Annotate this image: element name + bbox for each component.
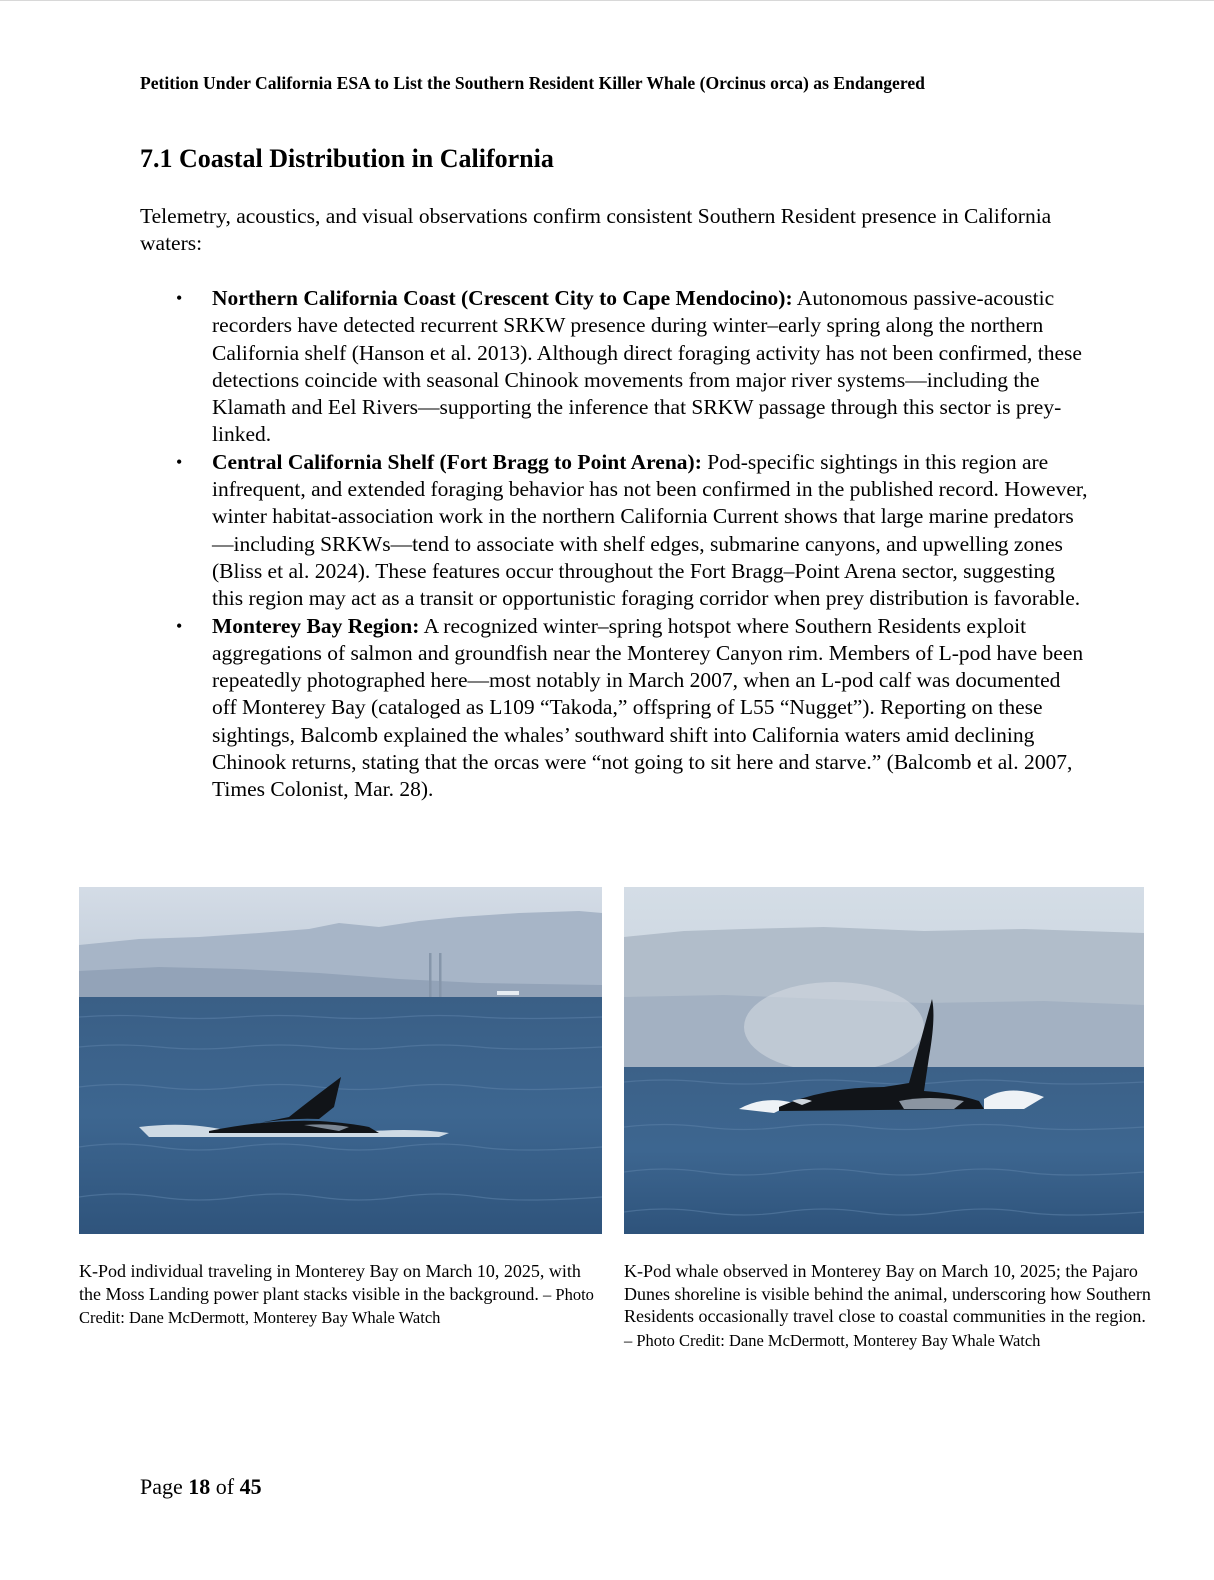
bullet-item-monterey-bay <box>140 613 1090 804</box>
caption-text: K-Pod individual traveling in Monterey Bay on March 10, 2025, with the Moss Landing power plant stacks visible in the background. <box>79 1261 581 1304</box>
whale-photo-illustration <box>624 887 1144 1234</box>
bullet-item-central-shelf <box>140 449 1090 613</box>
bullet-title: Northern California Coast (Crescent City to Cape Mendocino): <box>212 286 793 310</box>
page-word: Page <box>140 1474 183 1499</box>
intro-paragraph: Telemetry, acoustics, and visual observations confirm consistent Southern Resident presence in California waters: <box>140 204 1052 255</box>
caption-right <box>624 1260 1154 1352</box>
bullet-title: Monterey Bay Region: <box>212 613 420 638</box>
photo-credit: – Photo Credit: Dane McDermott, Monterey Bay Whale Watch <box>79 1284 594 1327</box>
page-top-rule <box>0 0 1214 1</box>
photo-kpod-traveling <box>79 887 602 1234</box>
page-total: 45 <box>239 1474 262 1499</box>
bullet-title: Central California Shelf (Fort Bragg to Point Arena): <box>212 449 702 474</box>
bullet-icon: • <box>176 451 183 472</box>
photo-credit: – Photo Credit: Dane McDermott, Monterey Bay Whale Watch <box>624 1330 1041 1350</box>
bullet-text: A recognized winter–spring hotspot where Southern Residents exploit aggregations of salmon and groundfish near the Monterey Canyon rim. Members of L-pod have been repeatedly photographed here—most notably in March 2007, when an L-pod calf was documented off Monterey Bay (cataloged as L109 “Takoda,” offspring of L55 “Nugget”). Reporting on these sightings, Balcomb explained the whales’ southward shift into California waters amid declining Chinook returns, stating that the orcas were “not going to sit here and starve.” (Balcomb et al. 2007, Times Colonist, Mar. 28). <box>212 613 1084 802</box>
bullet-list <box>140 285 1090 804</box>
of-word: of <box>215 1474 235 1499</box>
page-number: 18 <box>188 1474 211 1499</box>
section-heading: 7.1 Coastal Distribution in California <box>140 144 554 173</box>
bullet-icon: • <box>176 288 183 308</box>
bullet-text: Autonomous passive-acoustic recorders have detected recurrent SRKW presence during winter–early spring along the northern California shelf (Hanson et al. 2013). Although direct foraging activity has not been confirmed, these detections coincide with seasonal Chinook movements from major river systems—including the Klamath and Eel Rivers—supporting the inference that SRKW passage through this sector is prey-linked. <box>212 286 1082 447</box>
page-number-footer <box>140 1474 262 1500</box>
bullet-item-northern-coast <box>140 285 1090 449</box>
caption-text: K-Pod whale observed in Monterey Bay on March 10, 2025; the Pajaro Dunes shoreline is visible behind the animal, underscoring how Southern Residents occasionally travel close to coastal communities in the region. <box>624 1261 1151 1326</box>
bullet-text: Pod-specific sightings in this region are infrequent, and extended foraging behavior has not been confirmed in the published record. However, winter habitat-association work in the northern California Current shows that large marine predators—including SRKWs—tend to associate with shelf edges, submarine canyons, and upwelling zones (Bliss et al. 2024). These features occur throughout the Fort Bragg–Point Arena sector, suggesting this region may act as a transit or opportunistic foraging corridor when prey distribution is favorable. <box>212 449 1088 611</box>
photo-kpod-near-shoreline <box>624 887 1144 1234</box>
whale-photo-illustration <box>79 887 602 1234</box>
bullet-icon: • <box>176 615 183 636</box>
caption-left <box>79 1260 604 1330</box>
running-header: Petition Under California ESA to List the Southern Resident Killer Whale (Orcinus orca) as Endangered <box>140 73 925 93</box>
